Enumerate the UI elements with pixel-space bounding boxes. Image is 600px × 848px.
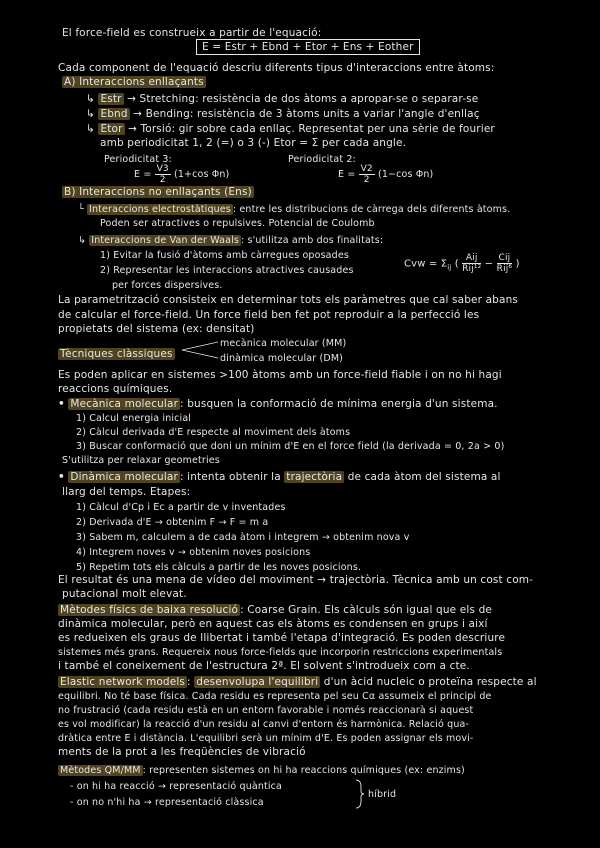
result-line-2: putacional molt elevat. xyxy=(62,588,187,600)
din-step-5: 5) Repetim tots els càlculs a partir de les noves posicions. xyxy=(76,562,362,573)
tecniques-heading: Tècniques clàssiques xyxy=(60,348,173,360)
elec-line: └ Interaccions electrostàtiques : entre les distribucions de càrrega dels diferents àtoms. xyxy=(78,204,511,215)
str-label: Estr xyxy=(100,93,122,105)
cvw-equation: Cvw = $\Sigma_{ij}$ ( $\frac{\text{Aij}}{\text{Rij¹²}}$ − $\frac{\text{Cij}}{\text{Rij⁶}}$ ) xyxy=(404,253,520,274)
vdw-item-2b: per forces dispersives. xyxy=(112,280,223,291)
section-a-heading: A) Interaccions enllaçants xyxy=(64,76,204,88)
mec-step-2: 2) Càlcul derivada d'E respecte al moviment dels àtoms xyxy=(76,427,351,438)
tor-line-2: amb periodicitat 1, 2 (=) o 3 (-) Etor = Σ per cada angle. xyxy=(100,137,407,149)
brace-icon xyxy=(354,778,366,810)
param-line-1: La parametrització consisteix en determinar tots els paràmetres que cal saber abans xyxy=(58,294,518,306)
din-step-3: 3) Sabem m, calculem a de cada àtom i integrem → obtenim nova v xyxy=(76,532,410,543)
elastic-line-6: ments de la prot a les freqüències de vibració xyxy=(58,746,306,758)
apply-line-1: Es poden aplicar en sistemes >100 àtoms amb un force-field fiable i on no hi hagi xyxy=(58,369,502,381)
baixa-line-4: sistemes més grans. Requereix nous force-fields que incorporin restriccions experimentals xyxy=(58,647,503,658)
din-step-4: 4) Integrem noves v → obtenim noves posicions xyxy=(76,547,311,558)
qm-item-2: - on no n'hi ha → representació clàssica xyxy=(70,797,264,808)
intro-line: El force-field es construeix a partir de l'equació: xyxy=(62,27,322,39)
elastic-line-4: es vol modificar) la reacció d'un residu al canvi d'entorn és harmònica. Relació qua- xyxy=(58,719,470,730)
qmmm-line: Mètodes QM/MM : representen sistemes on hi ha reaccions químiques (ex: enzims) xyxy=(60,765,465,776)
vdw-line: ↳ Interaccions de Van der Waals : s'utilitza amb dos finalitats: xyxy=(78,235,384,246)
section-b-heading: B) Interaccions no enllaçants (Ens) xyxy=(64,186,252,198)
tor-line: ↳ Etor → Torsió: gir sobre cada enllaç. Representat per una sèrie de fourier xyxy=(86,123,495,135)
hibrid-label: híbrid xyxy=(368,789,397,800)
elec-line-2: Poden ser atractives o repulsives. Potencial de Coulomb xyxy=(100,218,375,229)
bnd-line: ↳ Ebnd → Bending: resistència de 3 àtoms units a variar l'angle d'enllaç xyxy=(86,108,480,120)
baixa-line-2: dinàmica molecular, però en aquest cas els àtoms es condensen en grups i així xyxy=(58,618,488,630)
periodicity-3-label: Periodicitat 3: xyxy=(104,154,172,165)
eq-periodicity-2: E = $\frac{V2}{2}$ (1−cos Φn) xyxy=(338,164,434,185)
mm-label: mecànica molecular (MM) xyxy=(220,338,347,349)
mec-line: • Mecànica molecular : busquen la conformació de mínima energia d'un sistema. xyxy=(58,398,498,410)
baixa-line-3: es redueixen els graus de llibertat i també l'etapa d'integració. Es poden descriure xyxy=(58,632,506,644)
elastic-line-3: no frustració (cada residu està en un entorn favorable i només reaccionarà si aquest xyxy=(58,705,474,716)
din-step-2: 2) Derivada d'E → obtenim F → F = m a xyxy=(76,517,269,528)
mec-step-1: 1) Calcul energia inicial xyxy=(76,413,192,424)
equation-box xyxy=(196,41,420,54)
str-line: ↳ Estr → Stretching: resistència de dos àtoms a apropar-se o separar-se xyxy=(86,93,479,105)
vdw-item-2: 2) Representar les interaccions atractives causades xyxy=(100,265,354,276)
baixa-line: Mètodes físics de baixa resolució : Coarse Grain. Els càlculs són igual que els de xyxy=(60,604,492,616)
din-line: • Dinàmica molecular : intenta obtenir la trajectòria de cada àtom del sistema al xyxy=(58,471,501,483)
tor-label: Etor xyxy=(100,123,123,135)
qm-item-1: - on hi ha reacció → representació quàntica xyxy=(70,781,283,792)
elastic-line: Elastic network models : desenvolupa l'equilibri d'un àcid nucleic o proteïna respecte al xyxy=(60,676,537,688)
bnd-label: Ebnd xyxy=(100,108,128,120)
baixa-line-5: i també el coneixement de l'estructura 2ª. El solvent s'introdueix com a cte. xyxy=(58,660,470,672)
apply-line-2: reaccions químiques. xyxy=(58,383,173,395)
bracket-arrows-icon xyxy=(180,338,220,362)
mec-use: S'utilitza per relaxar geometries xyxy=(62,455,220,466)
md-label: dinàmica molecular (DM) xyxy=(220,353,344,364)
result-line-1: El resultat és una mena de vídeo del moviment → trajectòria. Tècnica amb un cost com- xyxy=(58,574,534,586)
param-line-3: propietats del sistema (ex: densitat) xyxy=(58,323,255,335)
din-line-2: llarg del temps. Etapes: xyxy=(62,486,191,498)
component-line: Cada component de l'equació descriu diferents tipus d'interaccions entre àtoms: xyxy=(58,62,495,74)
periodicity-2-label: Periodicitat 2: xyxy=(288,154,356,165)
din-step-1: 1) Càlcul d'Cp i Ec a partir de v inventades xyxy=(76,502,286,513)
param-line-2: de calcular el force-field. Un force field ben fet pot reproduir a la perfecció les xyxy=(58,309,480,321)
eq-periodicity-3: E = $\frac{V3}{2}$ (1+cos Φn) xyxy=(134,164,230,185)
elastic-line-5: dràtica entre E i distància. L'equilibri serà un mínim d'E. Es poden assignar els movi- xyxy=(58,733,474,744)
vdw-item-1: 1) Evitar la fusió d'àtoms amb càrregues oposades xyxy=(100,250,349,261)
mec-step-3: 3) Buscar conformació que doni un mínim d'E en el force field (la derivada = 0, 2a > 0) xyxy=(76,441,505,452)
equation: E = Estr + Ebnd + Etor + Ens + Eother xyxy=(196,39,420,55)
elastic-line-2: equilibri. No té base física. Cada residu es representa pel seu Cα assumeix el principi de xyxy=(58,691,492,702)
